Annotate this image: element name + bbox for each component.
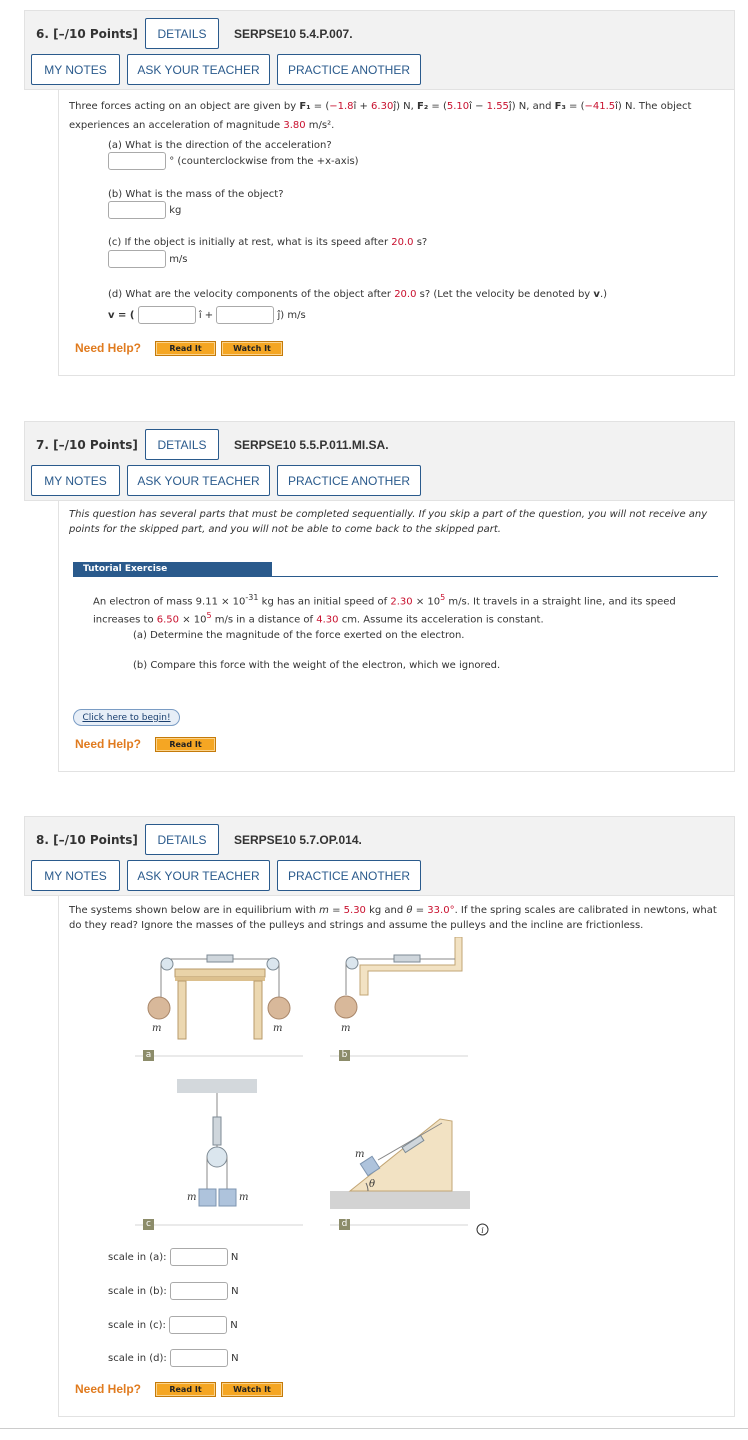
q6-part-b: (b) What is the mass of the object? (108, 189, 284, 200)
scale-c-input[interactable] (169, 1316, 227, 1334)
q8-code: SERPSE10 5.7.OP.014. (234, 833, 362, 847)
q7-number: 7. [–/10 Points] (36, 438, 138, 452)
scale-b-row: scale in (b): N (108, 1282, 239, 1300)
q7-notice-line2: points for the skipped part, and you will not be able to come back to the skipped part. (69, 524, 501, 535)
q8-practice-another-button[interactable]: PRACTICE ANOTHER (277, 860, 421, 891)
q6-part-a-row (108, 152, 359, 170)
q6-part-d: (d) What are the velocity components of the object after 20.0 s? (Let the velocity be denoted by v.) (108, 289, 608, 300)
q6-need-help: Need Help? (75, 341, 142, 355)
page-bottom-rule (0, 1428, 748, 1429)
q6-watch-it-button[interactable]: Watch It (221, 341, 283, 356)
q6-intro-line1: Three forces acting on an object are given by F₁ = (−1.8î + 6.30ĵ) N, F₂ = (5.10î − 1.55ĵ) N, and F₃ = (−41.5î) N. The object (69, 101, 692, 112)
figure-c-hanging-pulley (135, 1077, 305, 1228)
q6-part-a-unit: ° (counterclockwise from the +x-axis) (169, 156, 359, 167)
q6-ask-teacher-button[interactable]: ASK YOUR TEACHER (127, 54, 270, 85)
q6-answer-a-input[interactable] (108, 152, 166, 170)
scale-c-row: scale in (c): N (108, 1316, 238, 1334)
figure-b-wall-pulley (330, 937, 470, 1060)
q7-header (24, 421, 735, 501)
q6-part-c-unit: m/s (169, 254, 188, 265)
figure-d-mass: m (355, 1149, 365, 1160)
q6-practice-another-button[interactable]: PRACTICE ANOTHER (277, 54, 421, 85)
q6-intro-line2: experiences an acceleration of magnitude 3.80 m/s². (69, 120, 335, 131)
q6-part-b-row (108, 201, 181, 219)
q6-part-d-row: v = ( î + ĵ) m/s (108, 306, 306, 324)
q7-ask-teacher-button[interactable]: ASK YOUR TEACHER (127, 465, 270, 496)
figure-d-theta: θ (369, 1179, 376, 1190)
q8-header (24, 816, 735, 896)
q8-statement-line2: do they read? Ignore the masses of the pulleys and strings and assume the pulleys and the incline are frictionless. (69, 920, 644, 931)
q7-part-b: (b) Compare this force with the weight of the electron, which we ignored. (133, 660, 501, 671)
q6-code: SERPSE10 5.4.P.007. (234, 27, 353, 41)
q6-answer-b-input[interactable] (108, 201, 166, 219)
figure-c-label: c (143, 1219, 154, 1230)
scale-d-input[interactable] (170, 1349, 228, 1367)
q6-details-button[interactable]: DETAILS (145, 18, 219, 49)
q6-number: 6. [–/10 Points] (36, 27, 138, 41)
figure-b-mass: m (341, 1023, 351, 1034)
figure-c-mass-right: m (239, 1192, 249, 1203)
q8-details-button[interactable]: DETAILS (145, 824, 219, 855)
q6-my-notes-button[interactable]: MY NOTES (31, 54, 120, 85)
q6-part-c: (c) If the object is initially at rest, what is its speed after 20.0 s? (108, 237, 428, 248)
q8-read-it-button[interactable]: Read It (155, 1382, 216, 1397)
q8-ask-teacher-button[interactable]: ASK YOUR TEACHER (127, 860, 270, 891)
q8-need-help: Need Help? (75, 1382, 142, 1396)
q7-electron-line1: An electron of mass $9.11 \times 10^{-31}$ kg has an initial speed of $2.30 \times 10^5$ m/s. It travels in a straight line, and its speed (93, 593, 676, 608)
q8-number: 8. [–/10 Points] (36, 833, 138, 847)
scale-b-input[interactable] (170, 1282, 228, 1300)
figure-c-mass-left: m (187, 1192, 197, 1203)
q7-notice-line1: This question has several parts that must be completed sequentially. If you skip a part of the question, you will not receive any (69, 509, 708, 520)
figure-d-incline (330, 1115, 470, 1228)
scale-d-row: scale in (d): N (108, 1349, 239, 1367)
q7-begin-button[interactable]: Click here to begin! (73, 709, 180, 726)
q6-answer-c-input[interactable] (108, 250, 166, 268)
scale-a-row: scale in (a): N (108, 1248, 238, 1266)
q8-my-notes-button[interactable]: MY NOTES (31, 860, 120, 891)
q7-code: SERPSE10 5.5.P.011.MI.SA. (234, 438, 389, 452)
q6-answer-d-j-input[interactable] (216, 306, 274, 324)
q8-watch-it-button[interactable]: Watch It (221, 1382, 283, 1397)
svg-text:i: i (481, 1225, 484, 1235)
q6-part-a: (a) What is the direction of the acceleration? (108, 140, 332, 151)
q7-tutorial-tab: Tutorial Exercise (73, 562, 272, 576)
scale-a-input[interactable] (170, 1248, 228, 1266)
figure-b-label: b (339, 1050, 350, 1061)
q7-need-help: Need Help? (75, 737, 142, 751)
q6-part-b-unit: kg (169, 205, 182, 216)
figure-d-label: d (339, 1219, 350, 1230)
q7-electron-line2: increases to $6.50 \times 10^5$ m/s in a distance of 4.30 cm. Assume its acceleration is constant. (93, 611, 544, 626)
q7-tutorial-divider (73, 576, 718, 577)
q6-read-it-button[interactable]: Read It (155, 341, 216, 356)
figure-a-label: a (143, 1050, 154, 1061)
figure-a-table-pulleys (135, 945, 305, 1060)
q6-part-c-row (108, 250, 188, 268)
q6-header (24, 10, 735, 90)
figure-a-mass-right: m (273, 1023, 283, 1034)
info-icon[interactable] (476, 1223, 489, 1236)
q7-practice-another-button[interactable]: PRACTICE ANOTHER (277, 465, 421, 496)
q6-answer-d-i-input[interactable] (138, 306, 196, 324)
q7-read-it-button[interactable]: Read It (155, 737, 216, 752)
q7-part-a: (a) Determine the magnitude of the force exerted on the electron. (133, 630, 465, 641)
q7-my-notes-button[interactable]: MY NOTES (31, 465, 120, 496)
figure-a-mass-left: m (152, 1023, 162, 1034)
q8-statement-line1: The systems shown below are in equilibrium with m = 5.30 kg and θ = 33.0°. If the spring scales are calibrated in newtons, what (69, 905, 717, 916)
q7-details-button[interactable]: DETAILS (145, 429, 219, 460)
